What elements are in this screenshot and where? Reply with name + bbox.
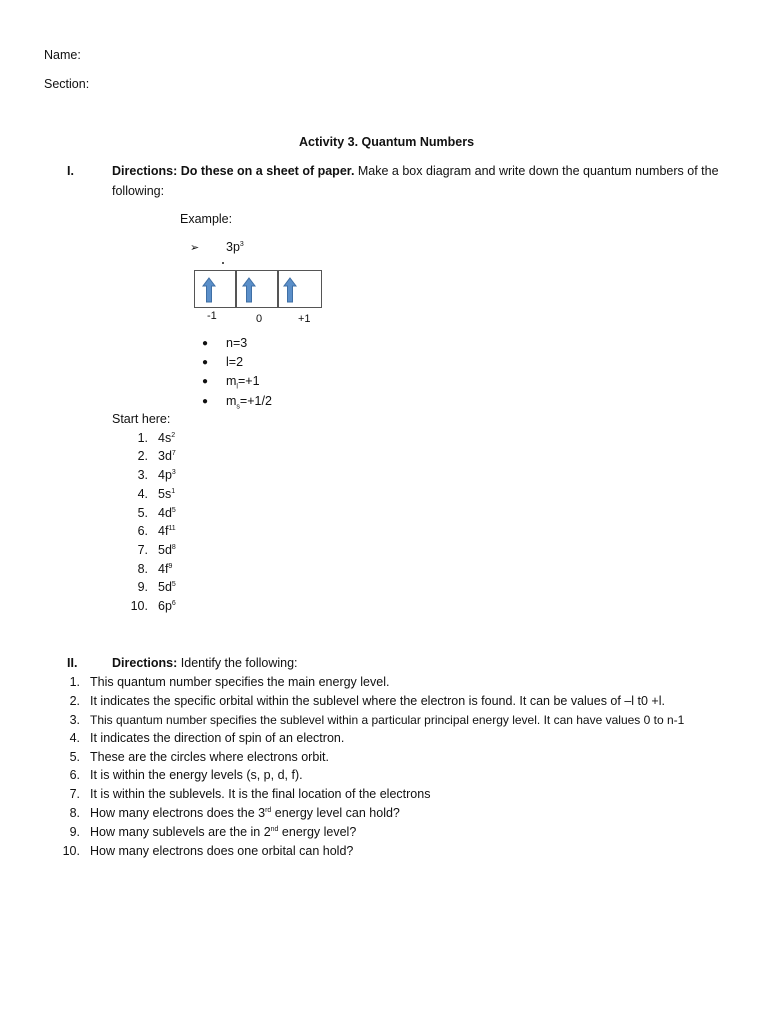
- quantum-number-text: l=2: [226, 355, 244, 369]
- item-config: [158, 562, 172, 576]
- item-config: [158, 599, 176, 613]
- item-number: 4.: [137, 487, 148, 501]
- dot-bullet-icon: ●: [202, 338, 209, 349]
- item-number: 4.: [69, 731, 80, 745]
- part1-directions-bold: Directions: Do these on a sheet of paper.: [112, 164, 355, 178]
- config-base: 4f: [158, 524, 169, 538]
- orbital-label: 0: [256, 313, 263, 325]
- item-number: 2.: [69, 694, 80, 708]
- dot-bullet-icon: ●: [202, 396, 209, 407]
- item-text: [90, 806, 400, 820]
- config-base: 6p: [158, 599, 172, 613]
- item-config: [158, 524, 176, 538]
- quantum-number-text: n=3: [226, 336, 248, 350]
- config-sup: 6: [171, 599, 176, 607]
- item-number: 5.: [69, 750, 80, 764]
- item-config: [158, 506, 176, 520]
- part1-directions-rest: Make a box diagram and write down the quantum numbers of the: [354, 164, 719, 178]
- config-sup: 11: [168, 524, 176, 532]
- part2-numeral: II.: [67, 656, 78, 670]
- config-sup: 3: [171, 468, 176, 476]
- item-text: It indicates the direction of spin of an electron.: [90, 731, 345, 745]
- config-base: 4f: [158, 562, 169, 576]
- page-title: Activity 3. Quantum Numbers: [299, 135, 475, 149]
- orbital-box: [194, 270, 236, 308]
- spin-up-arrow-icon: [283, 277, 297, 303]
- part1-numeral: I.: [67, 164, 74, 178]
- item-config: [158, 449, 176, 463]
- orbital-box: [236, 270, 278, 308]
- item-text-post: energy level?: [278, 825, 357, 839]
- small-dot: [222, 262, 224, 264]
- item-text: How many electrons does one orbital can hold?: [90, 844, 354, 858]
- config-sup: 9: [168, 562, 173, 570]
- orbital-label: +1: [298, 313, 311, 325]
- item-number: 2.: [137, 449, 148, 463]
- config-base: 5s: [158, 487, 172, 501]
- item-text-sup: rd: [265, 806, 272, 814]
- quantum-symbol: m: [226, 394, 237, 408]
- config-sup: 8: [171, 543, 176, 551]
- part1-directions: [112, 164, 719, 178]
- quantum-value: =+1: [237, 374, 260, 388]
- quantum-value: =+1/2: [239, 394, 272, 408]
- item-text-pre: How many electrons does the 3: [90, 806, 266, 820]
- item-config: [158, 580, 176, 594]
- config-sup: 2: [171, 431, 176, 439]
- quantum-subscript: s: [236, 403, 240, 411]
- example-config: [226, 240, 244, 254]
- config-base: 5d: [158, 543, 172, 557]
- item-text: These are the circles where electrons orbit.: [90, 750, 329, 764]
- item-number: 8.: [137, 562, 148, 576]
- name-label: Name:: [44, 48, 81, 62]
- orbital-label: -1: [207, 310, 217, 322]
- item-number: 10.: [130, 599, 148, 613]
- item-number: 8.: [69, 806, 80, 820]
- section-label: Section:: [44, 77, 90, 91]
- item-number: 7.: [137, 543, 148, 557]
- item-text: It is within the sublevels. It is the final location of the electrons: [90, 787, 431, 801]
- item-text: [90, 825, 356, 839]
- quantum-number-text: [226, 394, 272, 411]
- item-text: It indicates the specific orbital within the sublevel where the electron is found. It can be values of –l t0 +l.: [90, 694, 665, 708]
- item-number: 3.: [137, 468, 148, 482]
- part2-directions: [112, 656, 298, 670]
- config-base: 4p: [158, 468, 172, 482]
- item-number: 9.: [69, 825, 80, 839]
- item-config: [158, 431, 175, 445]
- item-number: 10.: [62, 844, 80, 858]
- dot-bullet-icon: ●: [202, 357, 209, 368]
- config-sup: 5: [171, 506, 176, 514]
- orbital-box: [278, 270, 322, 308]
- config-base: 4s: [158, 431, 172, 445]
- config-sup: 1: [171, 487, 176, 495]
- example-config-sup: 3: [239, 240, 244, 248]
- item-config: [158, 468, 176, 482]
- arrow-bullet-icon: ➢: [190, 242, 200, 254]
- part2-directions-bold: Directions:: [112, 656, 178, 670]
- config-base: 5d: [158, 580, 172, 594]
- part1-directions-line2: following:: [112, 184, 165, 198]
- item-number: 5.: [137, 506, 148, 520]
- dot-bullet-icon: ●: [202, 376, 209, 387]
- example-config-base: 3p: [226, 240, 240, 254]
- item-number: 1.: [137, 431, 148, 445]
- item-number: 6.: [137, 524, 148, 538]
- item-text: This quantum number specifies the sublevel within a particular principal energy level. It can have values 0 to n-1: [90, 713, 685, 727]
- quantum-symbol: m: [226, 374, 237, 388]
- config-sup: 7: [171, 449, 176, 457]
- item-number: 7.: [69, 787, 80, 801]
- config-base: 4d: [158, 506, 172, 520]
- item-text: It is within the energy levels (s, p, d, f).: [90, 768, 303, 782]
- example-bullet: [190, 240, 199, 254]
- item-number: 3.: [69, 713, 80, 727]
- item-text: This quantum number specifies the main energy level.: [90, 675, 390, 689]
- config-sup: 5: [171, 580, 176, 588]
- item-number: 1.: [69, 675, 80, 689]
- spin-up-arrow-icon: [202, 277, 216, 303]
- start-label: Start here:: [112, 412, 171, 426]
- item-number: 9.: [137, 580, 148, 594]
- item-text-sup: nd: [270, 825, 279, 833]
- config-base: 3d: [158, 449, 172, 463]
- item-config: [158, 487, 175, 501]
- item-number: 6.: [69, 768, 80, 782]
- quantum-number-text: [226, 374, 260, 391]
- item-text-post: energy level can hold?: [271, 806, 400, 820]
- part2-directions-rest: Identify the following:: [177, 656, 298, 670]
- quantum-subscript: l: [236, 383, 238, 391]
- example-label: Example:: [180, 212, 233, 226]
- item-config: [158, 543, 176, 557]
- item-text-pre: How many sublevels are the in 2: [90, 825, 271, 839]
- spin-up-arrow-icon: [242, 277, 256, 303]
